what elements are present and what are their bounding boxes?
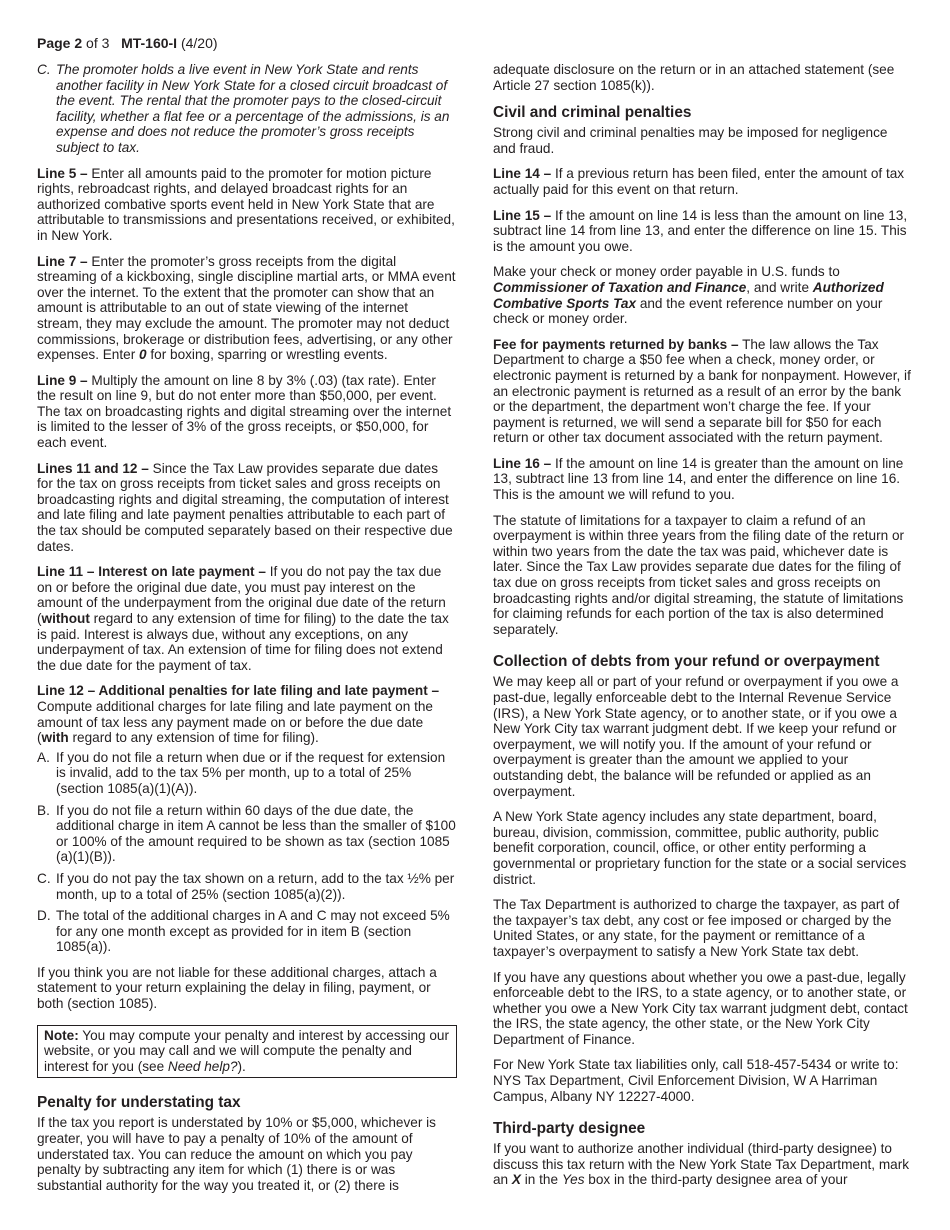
collection-paragraph: A New York State agency includes any state department, board, bureau, division, commission, committee, public authority, public benefit corporation, council, office, or other entity performing a governmental or proprietary function for the state or a social services district.: [493, 809, 907, 887]
payable-text: Make your check or money order payable in U.S. funds to: [493, 264, 840, 280]
statute-paragraph: The statute of limitations for a taxpayer to claim a refund of an overpayment is within three years from the filing date of the return or within two years from the date the tax was paid, whichever date is later. Since the Tax Law provides separate due dates for the filing of tax due on gross receipts from ticket sales and gross receipts on broadcasting rights and/or digital streaming, the statute of limitations for claiming refunds for each portion of the tax is also determined separately.: [493, 512, 905, 637]
form-id: MT-160-I: [121, 35, 178, 51]
line-lead: Line 15 –: [493, 207, 552, 223]
third-text-a: If you want to authorize another individual (third-party designee) to discuss this tax return with the New York State Tax Department, mark an: [493, 1141, 910, 1188]
line-lead: Fee for payments returned by banks –: [493, 336, 739, 352]
without-emphasis: without: [41, 611, 90, 626]
returned-payment-fee: [493, 337, 913, 446]
penalty-understating-text: If the tax you report is understated by 10% or $5,000, whichever is greater, you will have to pay a penalty of 10% of the amount of understated tax. You can reduce the amount on which you pay penalty by subtracting any item for which (1) there is or was substantial authority for the way you treated it, or (2) there is: [37, 1115, 436, 1193]
yes-label: Yes: [561, 1172, 585, 1188]
line-text: Multiply the amount on line 8 by 3% (.03) (tax rate). Enter the result on line 9, but do not enter more than $50,000, per event. The tax on broadcasting rights and digital streaming over the internet is limited to the lesser of 3% of the gross receipts, or $50,000, for each event.: [37, 372, 452, 451]
line-text-end: for boxing, sparring or wrestling events.: [150, 347, 388, 363]
form-date: (4/20): [180, 35, 218, 51]
lines-11-12-instructions: [37, 461, 457, 555]
collection-paragraph: If you have any questions about whether you owe a past-due, legally enforceable debt to the IRS, to a state agency, or to another state, or whether you owe a New York City tax warrant judgment debt, contact the IRS, the state agency, the other state, or the New York City Department of Finance.: [493, 969, 908, 1047]
note-text: You may compute your penalty and interest by accessing our website, or you may call and we will compute the penalty and interest for you (see: [44, 1027, 450, 1074]
line-14-instructions: [493, 166, 913, 197]
line-lead: Line 14 –: [493, 166, 552, 182]
line-15-instructions: [493, 208, 913, 255]
line-text: If you do not pay the tax due on or before the original due date, you must pay interest on the amount of the underpayment from the original due date of the return (: [37, 564, 446, 626]
page-label: Page 2: [37, 35, 83, 51]
payment-instructions: [493, 264, 913, 326]
list-item: [37, 750, 457, 797]
item-c-promoter: [37, 62, 457, 156]
item-mark: B.: [37, 802, 50, 818]
line-lead: Line 12 – Additional penalties for late filing and late payment –: [37, 683, 440, 699]
item-mark: C.: [37, 870, 51, 886]
third-party-text: [493, 1141, 913, 1188]
not-liable-paragraph: If you think you are not liable for these additional charges, attach a statement to your return explaining the delay in filing, payment, or both (section 1085).: [37, 964, 437, 1012]
item-mark: C.: [37, 62, 51, 77]
third-text-b: in the: [524, 1172, 559, 1188]
line-text-end: regard to any extension of time for filing) to the date the tax is paid. Interest is always due, without any exceptions, on any underpayment of tax. An extension of time for filing does not extend the due date for the payment of tax.: [37, 611, 449, 673]
item-text: The total of the additional charges in A and C may not exceed 5% for any one month except as provided for in item B (section 1085(a)).: [56, 908, 450, 955]
collection-heading: Collection of debts from your refund or overpayment: [493, 653, 880, 671]
line-text: The law allows the Tax Department to charge a $50 fee when a check, money order, or electronic payment is returned by a bank for nonpayment. However, if an electronic payment is returned as a result of an error by the bank or the department, the department won’t charge the fee. If your payment is returned, we will send a separate bill for $50 for each return or other tax document associated with the return payment.: [493, 336, 911, 446]
line-9-instructions: [37, 373, 457, 451]
item-mark: D.: [37, 908, 51, 924]
third-party-heading: Third-party designee: [493, 1120, 646, 1138]
line-text: Compute additional charges for late filing and late payment on the amount of tax less any payment made on or before the due date (: [37, 698, 433, 746]
collection-paragraph: For New York State tax liabilities only, call 518-457-5434 or write to: NYS Tax Department, Civil Enforcement Division, W A Harriman Campus, Albany NY 12227-4000.: [493, 1057, 899, 1104]
note-end: ).: [237, 1058, 246, 1074]
civil-penalties-text: Strong civil and criminal penalties may be imposed for negligence and fraud.: [493, 125, 888, 156]
line-text-end: regard to any extension of time for filing).: [72, 730, 319, 746]
penalty-understating-heading: Penalty for understating tax: [37, 1094, 241, 1112]
item-text: The promoter holds a live event in New York State and rents another facility in New York State for a closed circuit broadcast of the event. The rental that the promoter pays to the closed-circuit facility, whether a flat fee or a percentage of the admissions, is an expense and does not reduce the promoter’s gross receipts subject to tax.: [56, 62, 450, 155]
line-lead: Lines 11 and 12 –: [37, 460, 149, 476]
continued-paragraph: adequate disclosure on the return or in an attached statement (see Article 27 section 1085(k)).: [493, 62, 895, 93]
line-7-instructions: [37, 254, 457, 363]
penalty-items-list: [37, 750, 457, 955]
list-item: [37, 803, 457, 865]
line-text: If the amount on line 14 is less than the amount on line 13, subtract line 14 from line 13, and enter the difference on line 15. This is the amount you owe.: [493, 207, 908, 254]
line-12-instructions: [37, 683, 457, 745]
item-text: If you do not file a return when due or if the request for extension is invalid, add to the tax 5% per month, up to a total of 25% (section 1085(a)(1)(A)).: [56, 749, 446, 796]
line-16-instructions: [493, 456, 913, 503]
line-lead: Line 9 –: [37, 372, 88, 388]
line-text: Enter the promoter’s gross receipts from the digital streaming of a kickboxing, single discipline martial arts, or MMA event over the internet. To the extent that the promoter can show that an amount is attributable to an out of state viewing of the internet stream, they may exclude the amount. The promoter may not deduct commissions, brokerage or distribution fees, advertising, or any other expenses. Enter: [37, 253, 456, 363]
payee-name: Commissioner of Taxation and Finance: [493, 279, 747, 295]
item-text: If you do not pay the tax shown on a return, add to the tax ½% per month, up to a total of 25% (section 1085(a)(2)).: [56, 870, 455, 902]
line-text: Enter all amounts paid to the promoter for motion picture rights, rebroadcast rights, and delayed broadcast rights for an authorized combative sports event held in New York State that are attributable to transmissions and presentations received, or exhibited, in New York.: [37, 165, 455, 243]
line-5-instructions: [37, 166, 457, 244]
line-11-instructions: [37, 564, 457, 673]
page-header: [37, 36, 218, 52]
memo-text: Authorized Combative Sports Tax: [493, 279, 884, 311]
need-help-link[interactable]: Need help?: [167, 1058, 238, 1074]
note-lead: Note:: [44, 1027, 79, 1043]
x-mark: X: [511, 1172, 521, 1188]
line-lead: Line 7 –: [37, 253, 88, 269]
collection-paragraph: We may keep all or part of your refund or overpayment if you owe a past-due, legally enforceable debt to the Internal Revenue Service (IRS), a New York State agency, or to another state, or if you owe a New York City tax warrant judgment debt. If we keep your refund or overpayment, we will notify you. If the amount of your refund or overpayment is greater than the amount we applied to your outstanding debt, the balance will be refunded or applied as an overpayment.: [493, 674, 899, 799]
zero-value: 0: [139, 347, 147, 363]
line-lead: Line 11 – Interest on late payment –: [37, 564, 266, 580]
item-mark: A.: [37, 749, 50, 765]
note-box: [37, 1025, 457, 1079]
item-text: If you do not file a return within 60 days of the due date, the additional charge in item A cannot be less than the smaller of $100 or 100% of the amount required to be shown as tax (section 1085 (a)(1)(B)).: [56, 802, 456, 865]
collection-paragraph: The Tax Department is authorized to charge the taxpayer, as part of the taxpayer’s tax debt, any cost or fee imposed or charged by the United States, or any state, for the payment or remittance of a taxpayer’s overpayment to satisfy a New York State tax debt.: [493, 897, 900, 959]
page-of: of 3: [86, 35, 110, 51]
civil-penalties-heading: Civil and criminal penalties: [493, 104, 692, 122]
with-emphasis: with: [41, 730, 69, 746]
line-lead: Line 5 –: [37, 165, 88, 181]
payable-text-b: , and write: [746, 279, 810, 295]
line-lead: Line 16 –: [493, 455, 552, 471]
line-text: Since the Tax Law provides separate due dates for the tax on gross receipts from ticket sales and gross receipts on broadcasting rights and digital streaming, the computation of interest and late filing and late payment penalties attributable to each part of the tax should be computed separately based on their respective due dates.: [37, 460, 453, 554]
line-text: If a previous return has been filed, enter the amount of tax actually paid for this event on that return.: [493, 166, 905, 197]
list-item: [37, 908, 457, 955]
third-text-c: box in the third-party designee area of your: [588, 1172, 848, 1188]
list-item: [37, 871, 457, 902]
left-column: [37, 62, 457, 1203]
payable-text-c: and the event reference number on your check or money order.: [493, 295, 883, 327]
line-text: If the amount on line 14 is greater than the amount on line 13, subtract line 13 from line 14, and enter the difference on line 16. This is the amount we will refund to you.: [493, 455, 904, 503]
right-column: [493, 62, 913, 1198]
